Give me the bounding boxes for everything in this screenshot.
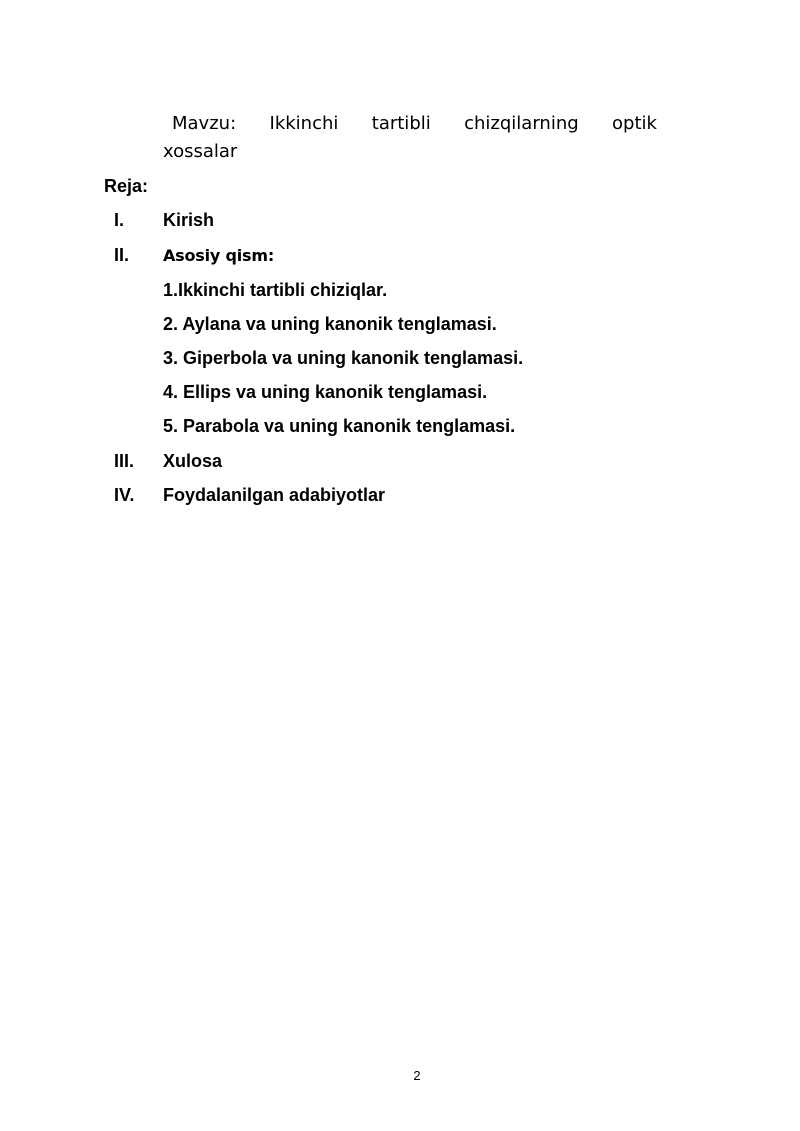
subsection-item-1: 1.Ikkinchi tartibli chiziqlar. xyxy=(163,280,388,300)
topic-word: optik xyxy=(612,113,657,134)
topic-paragraph xyxy=(163,110,657,166)
section-label-main-part: Asosiy qism: xyxy=(163,246,275,265)
topic-word: tartibli xyxy=(371,113,431,134)
plan-title: Reja: xyxy=(104,176,149,196)
section-numeral-ii: II. xyxy=(114,245,130,265)
section-label-conclusion: Xulosa xyxy=(163,451,223,471)
section-numeral-iii: III. xyxy=(114,451,135,471)
subsection-item-3: 3. Giperbola va uning kanonik tenglamasi. xyxy=(163,348,524,368)
page-number: 2 xyxy=(413,1068,421,1083)
topic-word: chizqilarning xyxy=(464,113,579,134)
section-label-references: Foydalanilgan adabiyotlar xyxy=(163,485,386,505)
topic-line-1 xyxy=(163,110,657,138)
subsection-item-2: 2. Aylana va uning kanonik tenglamasi. xyxy=(163,314,497,334)
subsection-item-5: 5. Parabola va uning kanonik tenglamasi. xyxy=(163,416,516,436)
subsection-item-4: 4. Ellips va uning kanonik tenglamasi. xyxy=(163,382,488,402)
section-numeral-i: I. xyxy=(114,210,125,230)
topic-word: Ikkinchi xyxy=(269,113,339,134)
section-numeral-iv: IV. xyxy=(114,485,135,505)
section-label-introduction: Kirish xyxy=(163,210,215,230)
topic-word: Mavzu: xyxy=(172,113,237,134)
topic-line-2: xossalar xyxy=(163,141,238,162)
